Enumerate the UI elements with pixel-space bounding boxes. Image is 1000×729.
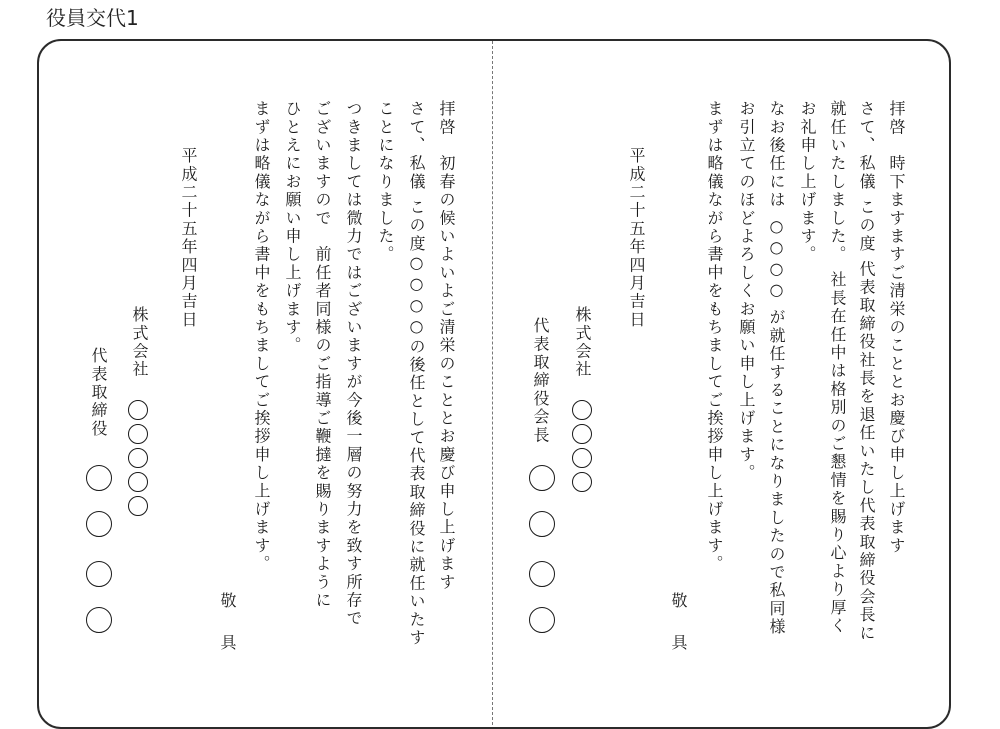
placeholder-circle <box>86 511 112 537</box>
placeholder-circle <box>529 561 555 587</box>
left-letter-company: 株式会社 <box>130 306 149 379</box>
placeholder-circle <box>86 465 112 491</box>
placeholder-circle <box>529 607 555 633</box>
right-letter-closing: 敬具 <box>669 592 688 676</box>
placeholder-circle <box>128 496 148 516</box>
left-company-name-placeholder <box>128 400 148 520</box>
placeholder-circle <box>128 472 148 492</box>
placeholder-circle <box>128 400 148 420</box>
placeholder-circle <box>572 424 592 444</box>
placeholder-circle <box>572 472 592 492</box>
center-fold-line <box>492 41 493 725</box>
right-letter-title: 代表取締役会長 <box>531 317 550 445</box>
right-letter-line-7: まずは略儀ながら書中をもちましてご挨拶申し上げます。 <box>705 100 724 574</box>
right-letter-line-1: 拝啓 時下ますますご清栄のこととお慶び申し上げます <box>887 100 906 555</box>
placeholder-circle <box>86 561 112 587</box>
placeholder-circle <box>572 448 592 468</box>
left-letter-closing: 敬具 <box>218 592 237 676</box>
left-letter-title: 代表取締役 <box>89 347 108 438</box>
right-letter-line-5: なお後任には ○○○○ が就任することになりましたので私同様 <box>767 100 786 637</box>
placeholder-circle <box>529 465 555 491</box>
left-letter-line-2: さて、私儀 この度○○○○の後任として代表取締役に就任いたす <box>407 100 426 648</box>
left-letter-line-4: つきましては微力ではございますが今後一層の努力を致す所存で <box>344 100 363 628</box>
placeholder-circle <box>572 400 592 420</box>
right-letter-line-3: 就任いたしました。 社長在任中は格別のご懇情を賜り心より厚く <box>828 100 847 636</box>
left-letter-line-7: まずは略儀ながら書中をもちましてご挨拶申し上げます。 <box>252 100 271 574</box>
placeholder-circle <box>86 607 112 633</box>
placeholder-circle <box>529 511 555 537</box>
left-letter-line-6: ひとえにお願い申し上げます。 <box>283 100 302 355</box>
right-letter-line-4: お礼申し上げます。 <box>798 100 817 264</box>
page-heading: 役員交代1 <box>46 6 139 30</box>
right-company-name-placeholder <box>572 400 592 496</box>
placeholder-circle <box>128 424 148 444</box>
right-letter-company: 株式会社 <box>573 306 592 379</box>
left-letter-line-5: ございますので 前任者同様のご指導ご鞭撻を賜りますように <box>313 100 332 610</box>
placeholder-circle <box>128 448 148 468</box>
left-letter-date: 平成二十五年四月吉日 <box>179 147 198 329</box>
right-person-name-placeholder <box>529 465 555 653</box>
left-letter-line-1: 拝啓 初春の候いよいよご清栄のこととお慶び申し上げます <box>437 100 456 592</box>
right-letter-line-2: さて、私儀 この度 代表取締役社長を退任いたし代表取締役会長に <box>857 100 876 643</box>
left-person-name-placeholder <box>86 465 112 653</box>
right-letter-date: 平成二十五年四月吉日 <box>627 147 646 329</box>
right-letter-line-6: お引立てのほどよろしくお願い申し上げます。 <box>737 100 756 483</box>
left-letter-line-3: ことになりました。 <box>376 100 395 264</box>
